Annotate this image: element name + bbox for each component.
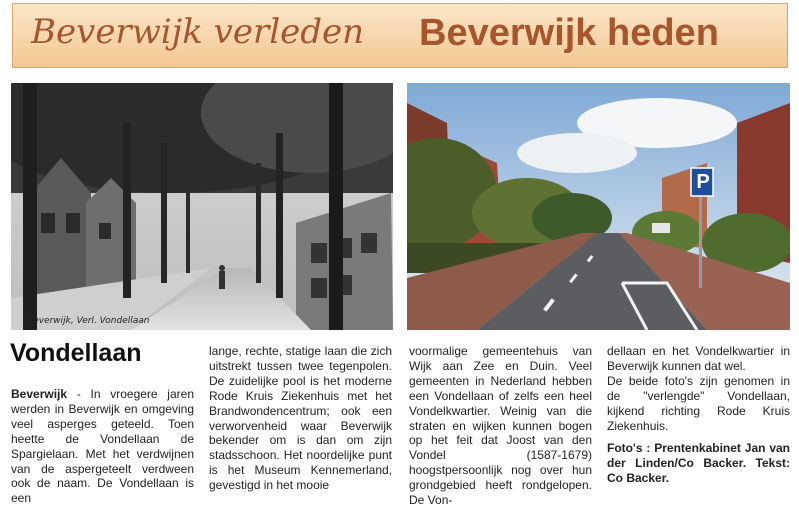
article-text-4: dellaan en het Vondelkwartier in Beverwijk kunnen dat wel.	[607, 344, 790, 373]
article-text-3: voormalige gemeentehuis van Wijk aan Zee en Duin. Veel gemeenten in Nederland hebben een Vondellaan of zelfs een heel Vondelkwartier. Weinig van die straten en wijken kunnen bogen op het feit dat Joost van den Vondel (1587-1679) hoogstpersoonlijk nog over hun grondgebied heeft rondgelopen. De Von-	[409, 344, 592, 508]
article-column-2	[209, 344, 392, 493]
parking-sign: P	[696, 171, 710, 193]
article-credits: Foto's : Prentenkabinet Jan van der Linden/Co Backer. Tekst: Co Backer.	[607, 441, 790, 486]
article-text-4b: De beide foto's zijn genomen in de "verlengde" Vondellaan, kijkend richting Rode Kruis Ziekenhuis.	[607, 373, 790, 433]
photo-caption: Beverwijk, Verl. Vondellaan	[27, 316, 150, 326]
article-column-4	[607, 344, 790, 486]
article-heading: Vondellaan	[10, 339, 142, 367]
article-lead: Beverwijk	[11, 387, 68, 401]
article-column-3	[409, 344, 592, 508]
article-text-2: lange, rechte, statige laan die zich uitstrekt tussen twee tegenpolen. De zuidelijke pool is het moderne Rode Kruis Ziekenhuis met het Brandwondencentrum; ook een verworvenheid waar Beverwijk bekender om is dan om zijn stadsschoon. Het noordelijke punt is het Museum Kennemerland, gevestigd in het mooie	[209, 344, 392, 493]
historic-street-photo	[11, 83, 393, 330]
article-text-1: - In vroegere jaren werden in Beverwijk en omgeving veel asperges geteeld. Toen heette de Vondellaan de Spargielaan. Met het verdwijnen van de aspergeteelt verdween ook de naam. De Vondellaan is een	[11, 387, 194, 506]
title-present: Beverwijk heden	[419, 12, 719, 54]
title-past: Beverwijk verleden	[31, 12, 364, 52]
present-street-photo	[407, 83, 790, 330]
article-column-1	[11, 387, 194, 506]
masthead-banner	[12, 3, 788, 68]
